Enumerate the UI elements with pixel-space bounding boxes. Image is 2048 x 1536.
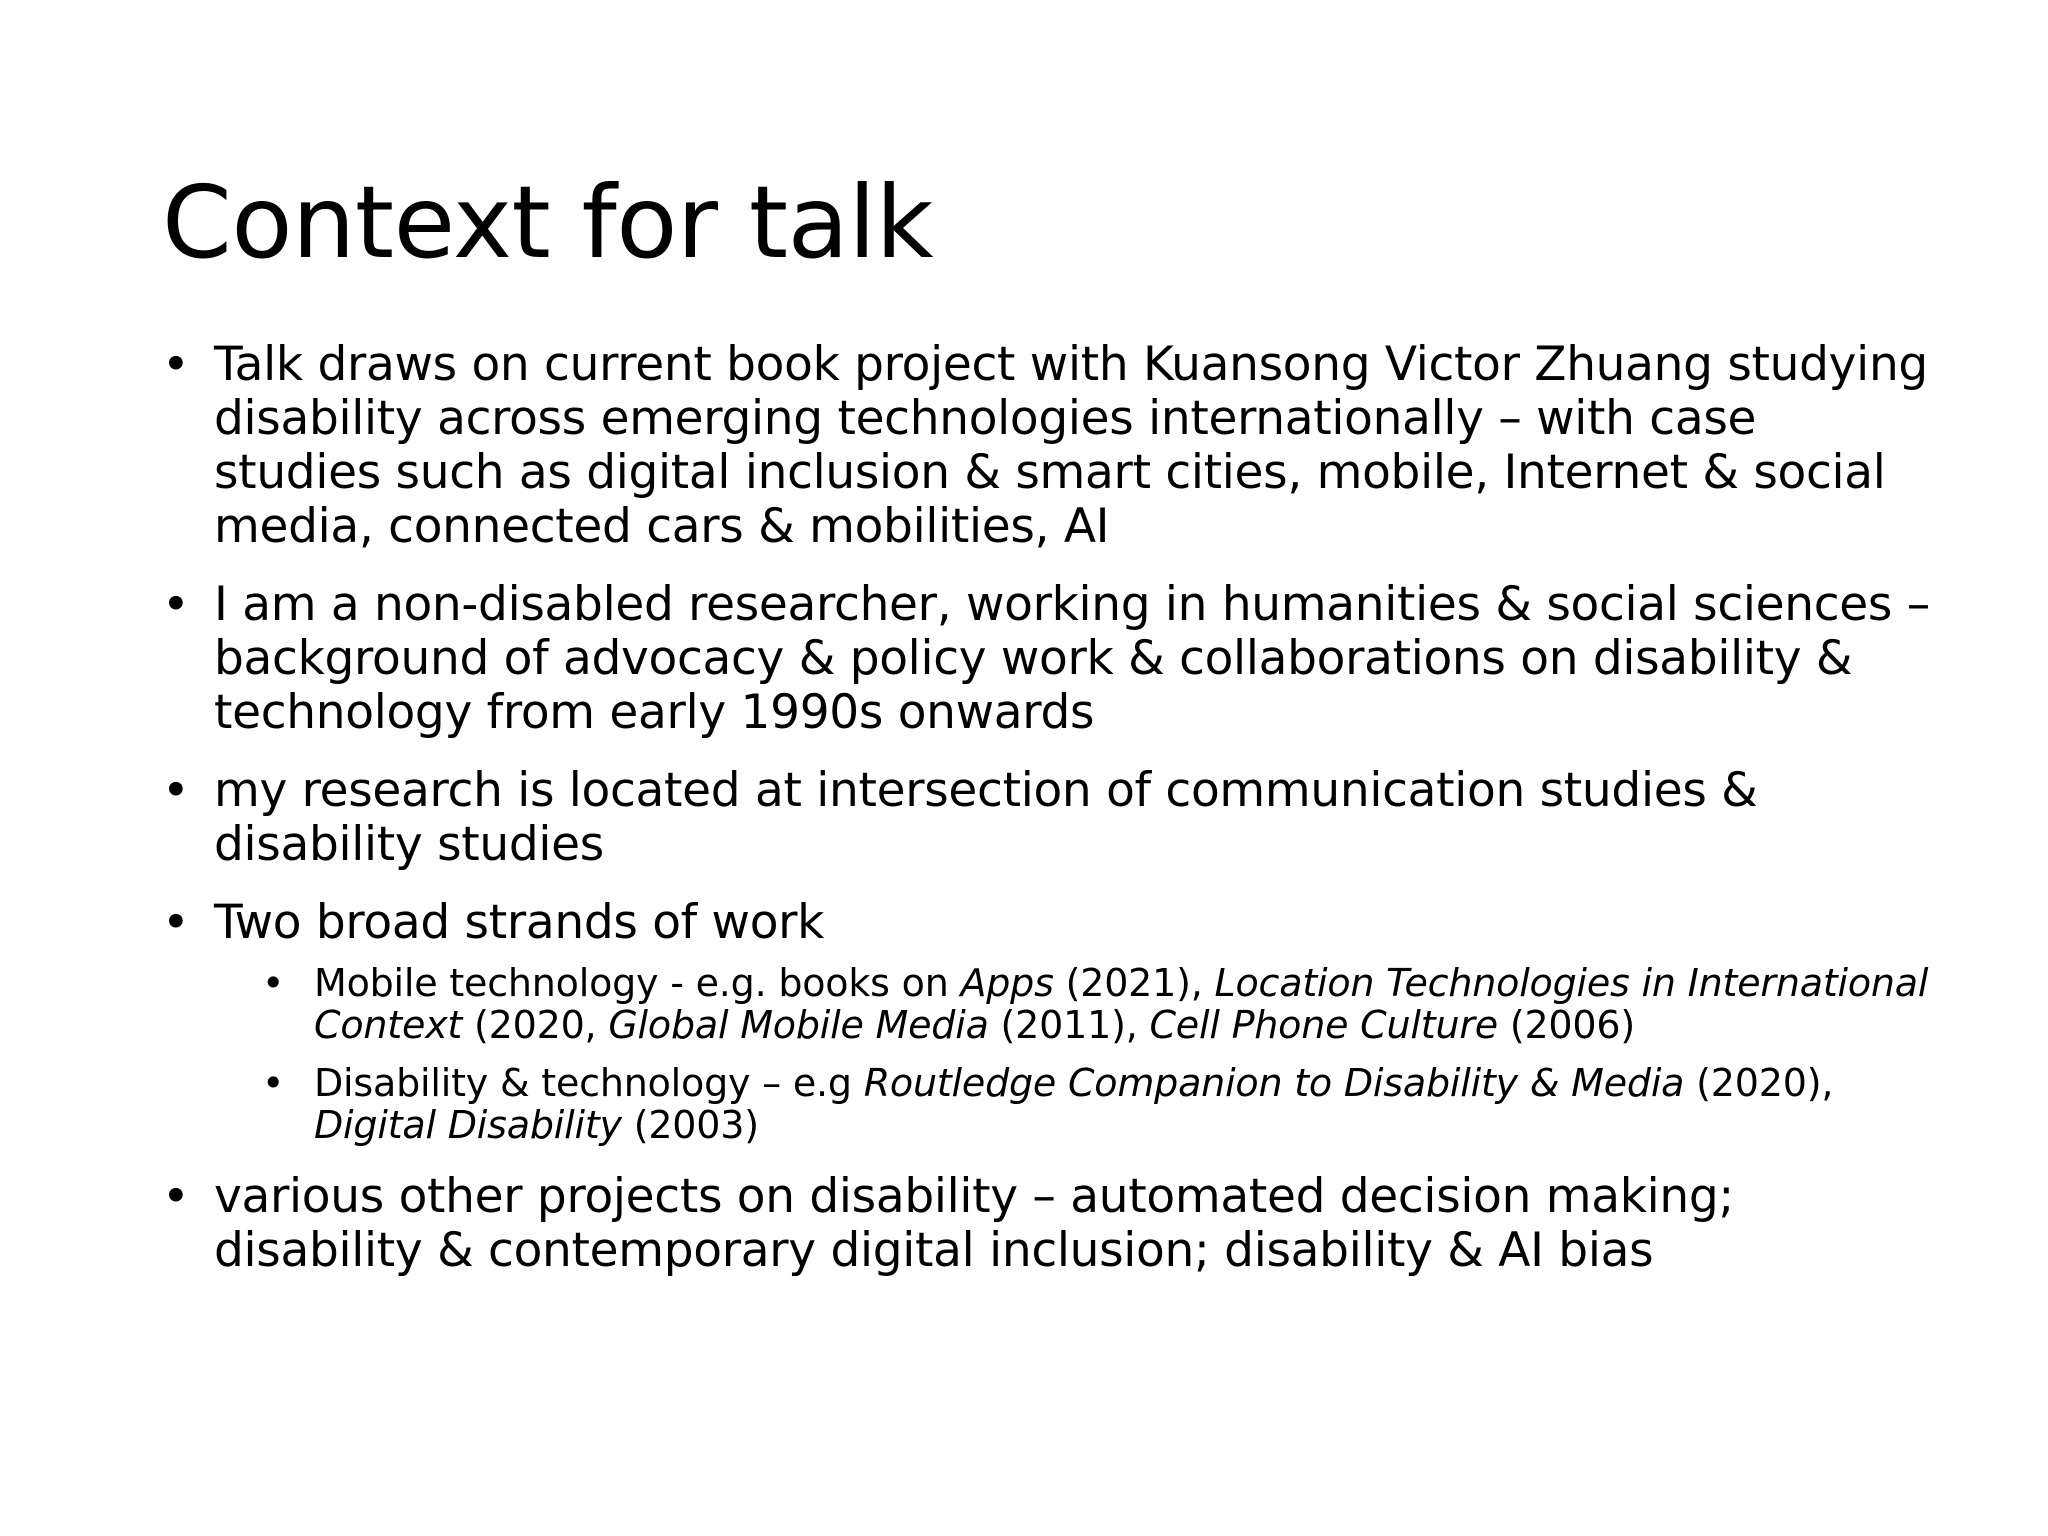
bullet-text: various other projects on disability – automated decision making; disability & contemporary digital inclusion; disability & AI bias bbox=[214, 1169, 1734, 1278]
bullet-text: Two broad strands of work bbox=[214, 895, 825, 950]
sub-bullet-text: (2020), bbox=[1684, 1061, 1834, 1105]
bullet-item bbox=[162, 578, 1932, 740]
bullet-item bbox=[162, 1170, 1932, 1278]
sub-bullet-text: (2021), bbox=[1053, 961, 1215, 1005]
bullet-text: my research is located at intersection of communication studies & disability studies bbox=[214, 763, 1758, 872]
bullet-list bbox=[162, 338, 1932, 1302]
book-title: Cell Phone Culture bbox=[1149, 1003, 1498, 1047]
sub-bullet-list bbox=[214, 962, 1932, 1146]
sub-bullet-text: (2003) bbox=[621, 1103, 759, 1147]
sub-bullet-text: (2006) bbox=[1497, 1003, 1635, 1047]
sub-bullet-text: Disability & technology – e.g bbox=[314, 1061, 864, 1105]
book-title: Global Mobile Media bbox=[608, 1003, 989, 1047]
book-title: Digital Disability bbox=[314, 1103, 622, 1147]
bullet-item bbox=[162, 764, 1932, 872]
slide-title: Context for talk bbox=[162, 164, 934, 281]
book-title: Routledge Companion to Disability & Media bbox=[863, 1061, 1685, 1105]
bullet-text: I am a non-disabled researcher, working in humanities & social sciences – background of advocacy & policy work & collaborations on disability & technology from early 1990s onwards bbox=[214, 577, 1930, 740]
sub-bullet-item bbox=[262, 962, 1932, 1046]
book-title: Location Technologies in International Context bbox=[314, 961, 1929, 1047]
bullet-text: Talk draws on current book project with Kuansong Victor Zhuang studying disability across emerging technologies internationally – with case studies such as digital inclusion & smart cities, mobile, Internet & social media, connected cars & mobilities, AI bbox=[214, 337, 1928, 554]
bullet-item bbox=[162, 896, 1932, 1146]
sub-bullet-text: (2011), bbox=[988, 1003, 1150, 1047]
bullet-item bbox=[162, 338, 1932, 554]
sub-bullet-text: (2020, bbox=[462, 1003, 609, 1047]
book-title: Apps bbox=[960, 961, 1054, 1005]
sub-bullet-item bbox=[262, 1062, 1932, 1146]
sub-bullet-text: Mobile technology - e.g. books on bbox=[314, 961, 961, 1005]
